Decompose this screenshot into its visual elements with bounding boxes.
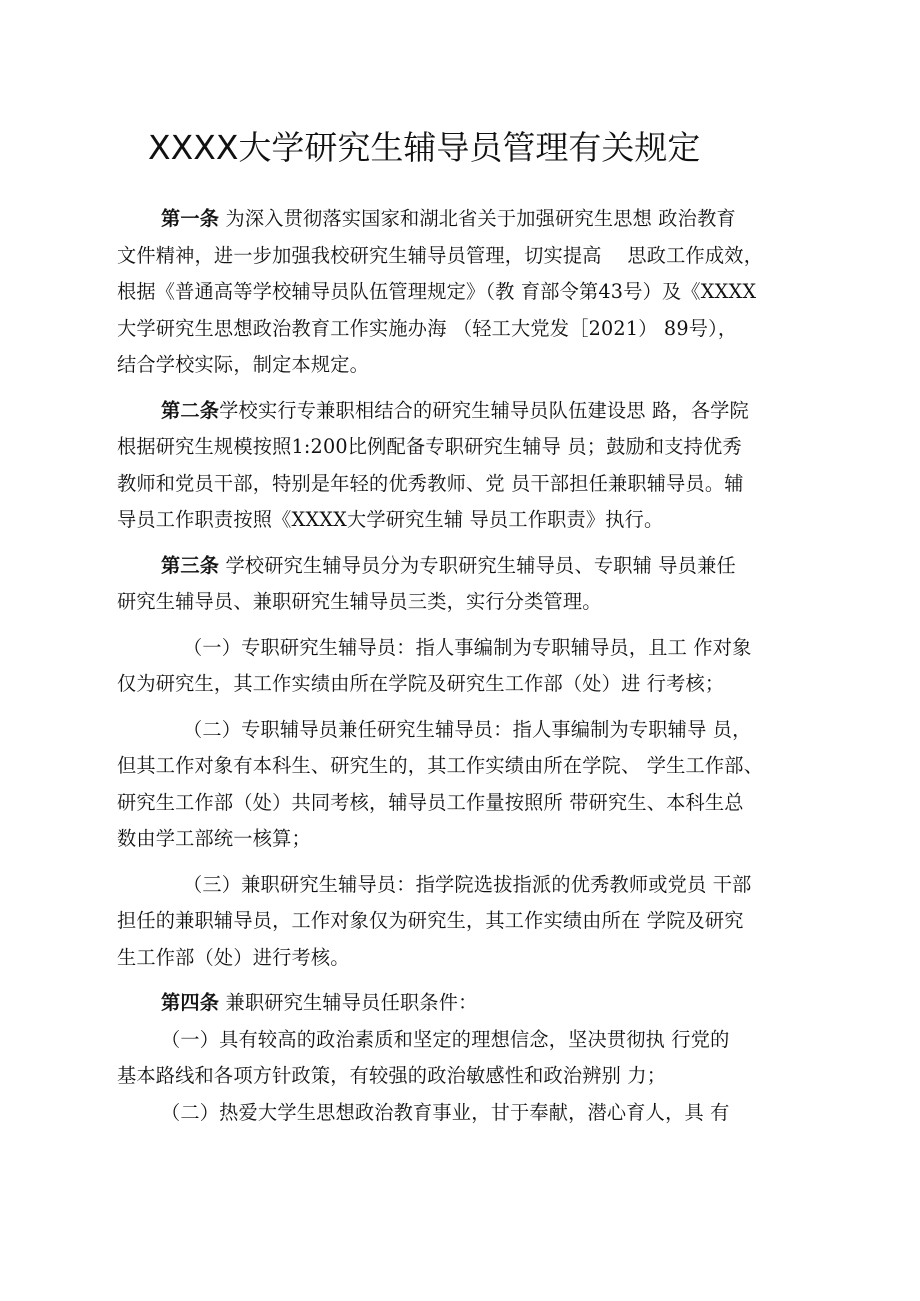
article-3-item-3-line-2: 担任的兼职辅导员，工作对象仅为研究生，其工作实绩由所在 学院及研究 <box>117 909 744 932</box>
article-2-line-4: 导员工作职责按照《XXXX大学研究生辅 导员工作职责》执行。 <box>117 508 664 531</box>
article-1-line-2: 文件精神，进一步加强我校研究生辅导员管理，切实提高 思政工作成效， <box>117 243 764 267</box>
article-1-heading: 第一条 <box>161 207 220 230</box>
article-2-line-1 <box>117 393 817 430</box>
article-2-line-2: 根据研究生规模按照1:200比例配备专职研究生辅导 员；鼓励和支持优秀 <box>117 435 742 458</box>
article-4-item-1 <box>117 1022 817 1095</box>
article-3-heading: 第三条 <box>161 553 220 577</box>
article-2-line-3: 教师和党员干部，特别是年轻的优秀教师、党 员干部担任兼职辅导员。辅 <box>117 471 744 495</box>
document-title: XXXX大学研究生辅导员管理有关规定 <box>148 128 701 167</box>
article-4-line-1 <box>117 985 817 1022</box>
article-3-item-3-line-1: （三）兼职研究生辅导员：指学院选拔指派的优秀教师或党员 干部 <box>183 872 752 896</box>
article-4-item-2-line-1: （二）热爱大学生思想政治教育事业，甘于奉献，潜心育人，具 有 <box>161 1100 730 1124</box>
article-3-line-1 <box>117 548 817 585</box>
article-3-item-2-line-1: （二）专职辅导员兼任研究生辅导员：指人事编制为专职辅导 员， <box>183 717 752 741</box>
article-4 <box>117 985 817 1022</box>
article-3-line-1-text: 学校研究生辅导员分为专职研究生辅导员、专职辅 导员兼任 <box>219 553 736 577</box>
article-3-item-3 <box>117 867 817 977</box>
article-4-line-1-text: 兼职研究生辅导员任职条件： <box>219 991 478 1014</box>
article-4-item-1-line-1: （一）具有较高的政治素质和坚定的理想信念，坚决贯彻执 行党的 <box>161 1027 730 1051</box>
article-2 <box>117 393 817 539</box>
article-1-line-4: 大学研究生思想政治教育工作实施办海 （轻工大党发［2021） 89号）， <box>117 316 738 340</box>
article-3-item-1 <box>117 630 817 703</box>
article-1-line-5: 结合学校实际，制定本规定。 <box>117 353 370 376</box>
article-3-item-2 <box>117 712 817 858</box>
article-1-line-1 <box>117 201 817 238</box>
article-2-line-1-text: 学校实行专兼职相结合的研究生辅导员队伍建设思 路，各学院 <box>219 398 749 422</box>
document-body <box>117 201 817 1131</box>
article-1 <box>117 201 817 384</box>
article-3-item-2-line-4: 数由学工部统一核算； <box>117 827 311 850</box>
article-3-item-1-line-1: （一）专职研究生辅导员：指人事编制为专职辅导员，且工 作对象 <box>183 635 752 659</box>
article-1-line-3: 根据《普通高等学校辅导员队伍管理规定》（教 育部令第43号）及《XXXX <box>117 280 757 303</box>
article-4-heading: 第四条 <box>161 991 220 1014</box>
article-3 <box>117 548 817 621</box>
article-3-item-1-line-2: 仅为研究生，其工作实绩由所在学院及研究生工作部（处）进 行考核； <box>117 672 725 695</box>
article-3-line-2: 研究生辅导员、兼职研究生辅导员三类，实行分类管理。 <box>117 590 602 613</box>
article-3-item-3-line-3: 生工作部（处）进行考核。 <box>117 945 350 969</box>
article-1-line-1-text: 为深入贯彻落实国家和湖北省关于加强研究生思想 政治教育 <box>219 207 736 230</box>
article-3-item-2-line-3: 研究生工作部（处）共同考核，辅导员工作量按照所 带研究生、本科生总 <box>117 790 744 814</box>
article-3-item-2-line-2: 但其工作对象有本科生、研究生的，其工作实绩由所在学院、 学生工作部、 <box>117 754 764 777</box>
article-4-item-1-line-2: 基本路线和各项方针政策，有较强的政治敏感性和政治辨别 力； <box>117 1064 667 1087</box>
article-4-item-2 <box>117 1095 817 1132</box>
article-2-heading: 第二条 <box>161 398 220 422</box>
